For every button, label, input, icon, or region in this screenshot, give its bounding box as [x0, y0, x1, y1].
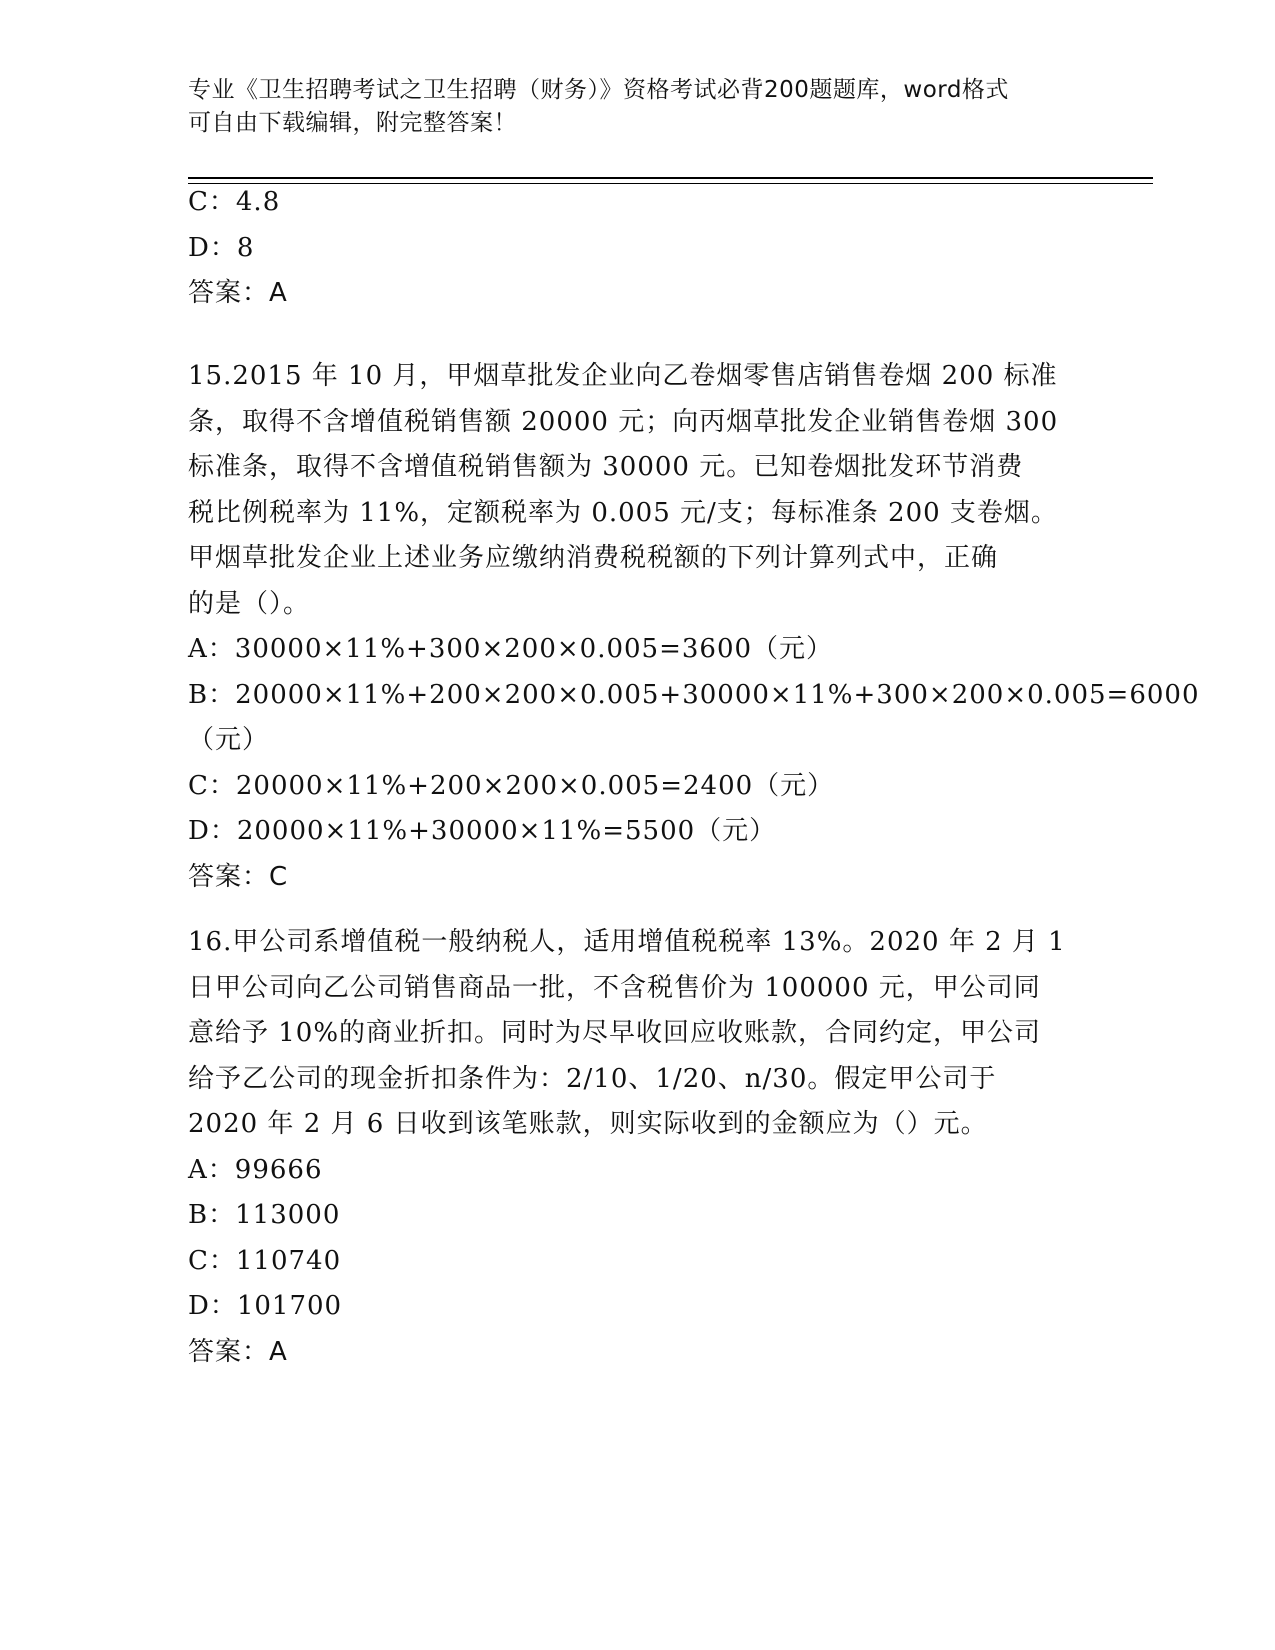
- q15-option-c: C：20000×11%+200×200×0.005=2400（元）: [188, 770, 835, 801]
- header-title-line-1: 专业《卫生招聘考试之卫生招聘（财务）》资格考试必背200题题库，word格式: [188, 77, 1009, 103]
- q15-stem-line-5: 甲烟草批发企业上述业务应缴纳消费税税额的下列计算列式中，正确: [188, 543, 999, 573]
- q16-stem-line-4: 给予乙公司的现金折扣条件为：2/10、1/20、n/30。假定甲公司于: [188, 1063, 997, 1094]
- question-15: [188, 354, 1200, 900]
- q15-answer: 答案：C: [188, 861, 289, 892]
- q16-option-a: A：99666: [188, 1154, 323, 1185]
- q15-option-a: A：30000×11%+300×200×0.005=3600（元）: [188, 634, 834, 664]
- q15-option-d: D：20000×11%+30000×11%=5500（元）: [188, 816, 777, 846]
- q16-option-b: B：113000: [188, 1200, 341, 1230]
- q16-stem-line-1: 16.甲公司系增值税一般纳税人，适用增值税税率 13%。2020 年 2 月 1: [188, 927, 1066, 957]
- q14-option-d: D：8: [188, 232, 255, 263]
- q15-stem-line-1: 15.2015 年 10 月，甲烟草批发企业向乙卷烟零售店销售卷烟 200 标准: [188, 361, 1058, 391]
- q15-stem-line-3: 标准条，取得不含增值税销售额为 30000 元。已知卷烟批发环节消费: [188, 452, 1024, 482]
- question-14-tail: [188, 180, 1088, 317]
- header-divider-thick: [188, 177, 1153, 179]
- q16-option-c: C：110740: [188, 1245, 342, 1276]
- q15-stem-line-6: 的是（）。: [188, 588, 311, 619]
- q16-option-d: D：101700: [188, 1291, 343, 1321]
- q16-stem-line-3: 意给予 10%的商业折扣。同时为尽早收回应收账款，合同约定，甲公司: [188, 1018, 1042, 1048]
- q14-answer: 答案：A: [188, 278, 288, 308]
- header-title-line-2: 可自由下载编辑，附完整答案！: [188, 110, 517, 136]
- q15-option-b-line-1: B：20000×11%+200×200×0.005+30000×11%+300×200×0.005=6000: [188, 679, 1200, 710]
- q15-stem-line-4: 税比例税率为 11%，定额税率为 0.005 元/支；每标准条 200 支卷烟。: [188, 497, 1058, 528]
- q16-answer: 答案：A: [188, 1336, 288, 1367]
- q15-stem-line-2: 条，取得不含增值税销售额 20000 元；向丙烟草批发企业销售卷烟 300: [188, 406, 1059, 437]
- q14-option-c: C：4.8: [188, 187, 281, 217]
- q16-stem-line-2: 日甲公司向乙公司销售商品一批，不含税售价为 100000 元，甲公司同: [188, 972, 1041, 1003]
- q16-stem-line-5: 2020 年 2 月 6 日收到该笔账款，则实际收到的金额应为（）元。: [188, 1109, 988, 1139]
- page-header: [188, 74, 1068, 140]
- q15-option-b-line-2: （元）: [188, 725, 270, 755]
- question-16: [188, 920, 1088, 1375]
